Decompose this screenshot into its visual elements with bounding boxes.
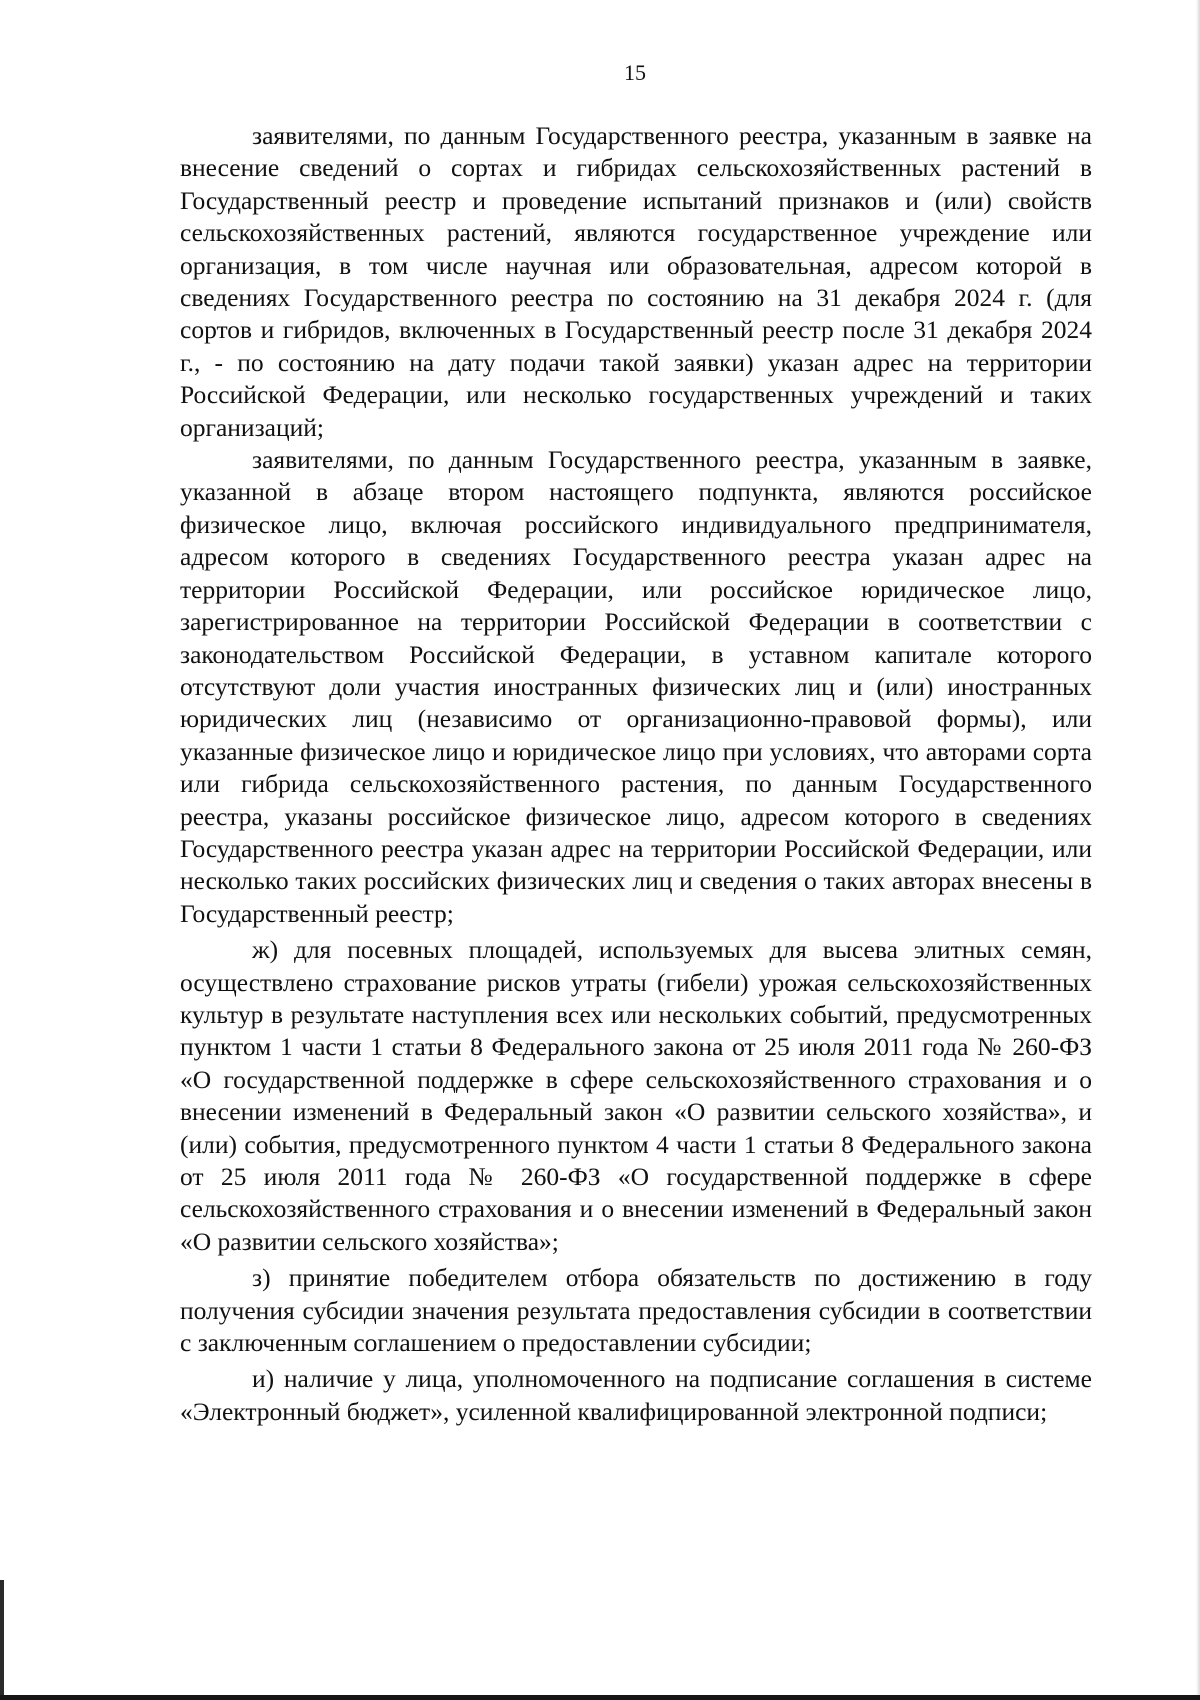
paragraph-item-i: и) наличие у лица, уполномоченного на подписание соглашения в системе «Электронный бюджет», усиленной квалифицированной электронной подписи; [180, 1364, 1092, 1426]
document-body [180, 120, 1092, 1428]
paragraph-applicants-russian: заявителями, по данным Государственного реестра, указанным в заявке, указанной в абзаце втором настоящего подпункта, являются российское физическое лицо, включая российского индивидуального предпринимателя, адресом которого в сведениях Государственного реестра указан адрес на территории Российской Федерации, или российское юридическое лицо, зарегистрированное на территории Российской Федерации в соответствии с законодательством Российской Федерации, в уставном капитале которого отсутствуют доли участия иностранных физических лиц и (или) иностранных юридических лиц (независимо от организационно-правовой формы), или указанные физическое лицо и юридическое лицо при условиях, что авторами сорта или гибрида сельскохозяйственного растения, по данным Государственного реестра, указаны российское физическое лицо, адресом которого в сведениях Государственного реестра указан адрес на территории Российской Федерации, или несколько таких российских физических лиц и сведения о таких авторах внесены в Государственный реестр; [180, 445, 1092, 928]
scan-edge-right [1196, 0, 1200, 1700]
paragraph-applicants-state: заявителями, по данным Государственного реестра, указанным в заявке на внесение сведений о сортах и гибридах сельскохозяйственных растений в Государственный реестр и проведение испытаний признаков и (или) свойств сельскохозяйственных растений, являются государственное учреждение или организация, в том числе научная или образовательная, адресом которой в сведениях Государственного реестра по состоянию на 31 декабря 2024 г. (для сортов и гибридов, включенных в Государственный реестр после 31 декабря 2024 г., - по состоянию на дату подачи такой заявки) указан адрес на территории Российской Федерации, или несколько государственных учреждений и таких организаций; [180, 121, 1092, 442]
paragraph-item-zh: ж) для посевных площадей, используемых для высева элитных семян, осуществлено страхование рисков утраты (гибели) урожая сельскохозяйственных культур в результате наступления всех или нескольких событий, предусмотренных пунктом 1 части 1 статьи 8 Федерального закона от 25 июля 2011 года № 260-ФЗ «О государственной поддержке в сфере сельскохозяйственного страхования и о внесении изменений в Федеральный закон «О развитии сельского хозяйства», и (или) события, предусмотренного пунктом 4 части 1 статьи 8 Федерального закона от 25 июля 2011 года № 260-ФЗ «О государственной поддержке в сфере сельскохозяйственного страхования и о внесении изменений в Федеральный закон «О развитии сельского хозяйства»; [180, 935, 1092, 1256]
scan-edge-bottom [0, 1695, 1200, 1700]
scan-edge-left [0, 1580, 4, 1700]
paragraph-item-z: з) принятие победителем отбора обязательств по достижению в году получения субсидии значения результата предоставления субсидии в соответствии с заключенным соглашением о предоставлении субсидии; [180, 1263, 1092, 1358]
page-number: 15 [624, 60, 646, 85]
